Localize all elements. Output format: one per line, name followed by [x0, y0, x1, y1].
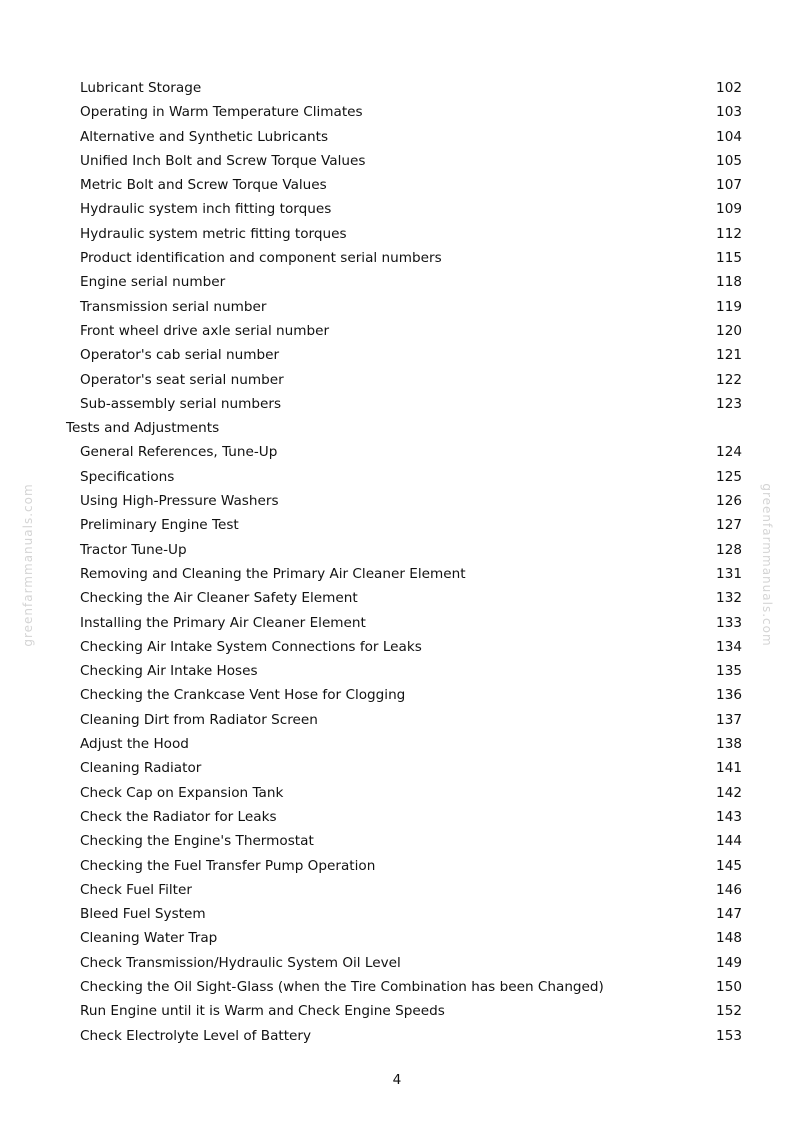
toc-entry-page-number: 142: [716, 784, 742, 801]
toc-entry-title: Run Engine until it is Warm and Check Engine Speeds: [80, 1003, 445, 1020]
toc-entry[interactable]: [66, 513, 742, 537]
toc-entry-title: Check the Radiator for Leaks: [80, 808, 277, 825]
toc-entry-title: Checking the Crankcase Vent Hose for Clogging: [80, 687, 406, 704]
table-of-contents: [66, 76, 742, 1048]
toc-entry[interactable]: [66, 295, 742, 319]
toc-entry-page-number: 145: [716, 857, 742, 874]
toc-entry-title: General References, Tune-Up: [80, 444, 278, 461]
toc-entry-page-number: 133: [716, 614, 742, 631]
toc-entry-title: Specifications: [80, 468, 175, 485]
toc-entry[interactable]: [66, 999, 742, 1023]
toc-entry-title: Installing the Primary Air Cleaner Element: [80, 614, 366, 631]
toc-entry[interactable]: [66, 173, 742, 197]
toc-entry-title: Check Cap on Expansion Tank: [80, 784, 284, 801]
toc-entry[interactable]: [66, 708, 742, 732]
toc-entry-page-number: 141: [716, 760, 742, 777]
toc-entry[interactable]: [66, 489, 742, 513]
toc-entry[interactable]: [66, 926, 742, 950]
toc-entry-page-number: 134: [716, 638, 742, 655]
toc-entry-title: Using High-Pressure Washers: [80, 493, 279, 510]
toc-entry-page-number: 148: [716, 930, 742, 947]
toc-entry[interactable]: [66, 756, 742, 780]
toc-entry[interactable]: [66, 1024, 742, 1048]
toc-entry-title: Cleaning Dirt from Radiator Screen: [80, 711, 318, 728]
toc-entry[interactable]: [66, 902, 742, 926]
toc-entry[interactable]: [66, 732, 742, 756]
toc-entry[interactable]: [66, 319, 742, 343]
toc-entry-page-number: 124: [716, 444, 742, 461]
toc-entry-page-number: 132: [716, 590, 742, 607]
toc-entry[interactable]: [66, 586, 742, 610]
toc-entry-title: Hydraulic system inch fitting torques: [80, 201, 332, 218]
toc-entry[interactable]: [66, 197, 742, 221]
toc-entry[interactable]: [66, 270, 742, 294]
toc-entry-title: Check Transmission/Hydraulic System Oil Level: [80, 954, 401, 971]
toc-entry-title: Lubricant Storage: [80, 80, 202, 96]
toc-entry-title: Operating in Warm Temperature Climates: [80, 104, 363, 121]
toc-entry[interactable]: [66, 76, 742, 100]
toc-entry[interactable]: [66, 100, 742, 124]
toc-entry-page-number: 135: [716, 663, 742, 680]
toc-entry-title: Checking the Fuel Transfer Pump Operation: [80, 857, 376, 874]
toc-entry-page-number: 138: [716, 736, 742, 753]
toc-entry-title: Metric Bolt and Screw Torque Values: [80, 177, 327, 194]
toc-entry-page-number: 118: [716, 274, 742, 291]
toc-entry-title: Bleed Fuel System: [80, 906, 206, 923]
toc-entry[interactable]: [66, 878, 742, 902]
toc-entry-page-number: 104: [716, 128, 742, 145]
toc-entry[interactable]: [66, 975, 742, 999]
toc-entry-title: Sub-assembly serial numbers: [80, 395, 282, 412]
toc-entry-page-number: 120: [716, 322, 742, 339]
toc-entry-page-number: 128: [716, 541, 742, 558]
toc-entry[interactable]: [66, 222, 742, 246]
toc-entry[interactable]: [66, 538, 742, 562]
toc-entry-page-number: 109: [716, 201, 742, 218]
toc-entry-title: Hydraulic system metric fitting torques: [80, 225, 347, 242]
toc-entry-page-number: 119: [716, 298, 742, 315]
toc-section-heading[interactable]: [66, 416, 742, 440]
toc-entry-page-number: 122: [716, 371, 742, 388]
toc-entry-title: Checking Air Intake Hoses: [80, 663, 258, 680]
toc-entry[interactable]: [66, 343, 742, 367]
toc-entry-title: Operator's cab serial number: [80, 347, 280, 364]
toc-entry-page-number: 112: [716, 225, 742, 242]
toc-entry-page-number: 126: [716, 493, 742, 510]
toc-entry[interactable]: [66, 465, 742, 489]
page-number: 4: [392, 1072, 402, 1088]
toc-entry[interactable]: [66, 829, 742, 853]
toc-entry-page-number: 153: [716, 1027, 742, 1044]
toc-entry-title: Removing and Cleaning the Primary Air Cleaner Element: [80, 565, 466, 582]
toc-entry[interactable]: [66, 562, 742, 586]
toc-entry-page-number: 123: [716, 395, 742, 412]
toc-entry[interactable]: [66, 805, 742, 829]
toc-entry-page-number: 127: [716, 517, 742, 534]
toc-entry-title: Check Fuel Filter: [80, 881, 192, 898]
watermark-right: greenfarmmanuals.com: [760, 483, 774, 647]
toc-entry-page-number: 137: [716, 711, 742, 728]
toc-entry-page-number: 103: [716, 104, 742, 121]
toc-entry-title: Product identification and component serial numbers: [80, 250, 442, 267]
toc-entry[interactable]: [66, 125, 742, 149]
toc-entry[interactable]: [66, 611, 742, 635]
toc-entry-page-number: 146: [716, 881, 742, 898]
toc-entry-title: Cleaning Radiator: [80, 760, 202, 777]
toc-entry-title: Checking the Air Cleaner Safety Element: [80, 590, 358, 607]
toc-entry-page-number: 105: [716, 152, 742, 169]
toc-entry-page-number: 125: [716, 468, 742, 485]
toc-entry-page-number: 143: [716, 808, 742, 825]
toc-entry-title: Unified Inch Bolt and Screw Torque Values: [80, 152, 366, 169]
toc-entry-page-number: 150: [716, 978, 742, 995]
toc-entry[interactable]: [66, 683, 742, 707]
toc-entry-title: Engine serial number: [80, 274, 226, 291]
toc-entry-title: Cleaning Water Trap: [80, 930, 218, 947]
toc-entry[interactable]: [66, 149, 742, 173]
toc-entry-page-number: 144: [716, 833, 742, 850]
toc-entry-page-number: 102: [716, 80, 742, 96]
toc-entry-title: Tractor Tune-Up: [80, 541, 187, 558]
toc-entry[interactable]: [66, 368, 742, 392]
toc-entry-page-number: 121: [716, 347, 742, 364]
toc-entry-page-number: 152: [716, 1003, 742, 1020]
toc-entry-title: Preliminary Engine Test: [80, 517, 239, 534]
toc-entry-title: Check Electrolyte Level of Battery: [80, 1027, 312, 1044]
toc-entry-page-number: 107: [716, 177, 742, 194]
toc-entry-page-number: 131: [716, 565, 742, 582]
toc-entry-title: Transmission serial number: [80, 298, 267, 315]
toc-entry-title: Checking Air Intake System Connections for Leaks: [80, 638, 422, 655]
toc-entry[interactable]: [66, 440, 742, 464]
toc-entry[interactable]: [66, 392, 742, 416]
watermark-left: greenfarmmanuals.com: [21, 483, 35, 647]
toc-entry-title: Front wheel drive axle serial number: [80, 322, 330, 339]
toc-entry[interactable]: [66, 854, 742, 878]
toc-entry-title: Checking the Engine's Thermostat: [80, 833, 314, 850]
toc-entry[interactable]: [66, 659, 742, 683]
toc-entry-page-number: 136: [716, 687, 742, 704]
toc-entry-page-number: 115: [716, 250, 742, 267]
toc-entry-title: Checking the Oil Sight-Glass (when the Tire Combination has been Changed): [80, 978, 604, 995]
toc-entry[interactable]: [66, 951, 742, 975]
toc-entry[interactable]: [66, 781, 742, 805]
toc-entry-title: Tests and Adjustments: [66, 420, 220, 437]
toc-entry-title: Alternative and Synthetic Lubricants: [80, 128, 329, 145]
toc-entry[interactable]: [66, 635, 742, 659]
toc-entry-title: Adjust the Hood: [80, 736, 189, 753]
toc-entry[interactable]: [66, 246, 742, 270]
toc-entry-page-number: 149: [716, 954, 742, 971]
toc-entry-page-number: 147: [716, 906, 742, 923]
toc-entry-title: Operator's seat serial number: [80, 371, 284, 388]
